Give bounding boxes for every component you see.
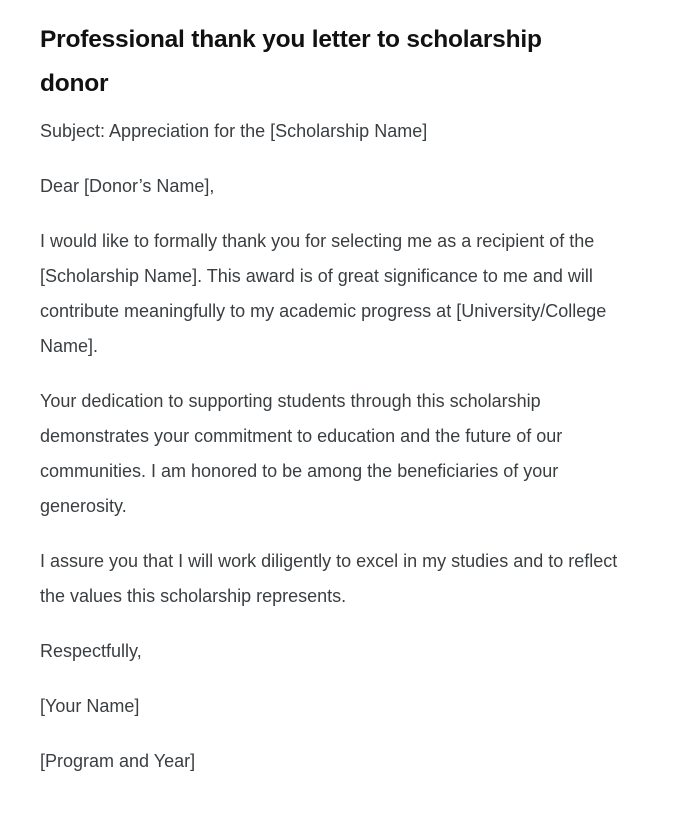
signature-program-placeholder: [Program and Year] [40, 751, 196, 771]
signature-name-placeholder: [Your Name] [40, 696, 140, 716]
body-paragraph-3: I assure you that I will work diligently to excel in my studies and to reflect the values this scholarship represents. [40, 551, 618, 606]
body-paragraph-1: I would like to formally thank you for selecting me as a recipient of the [Scholarship Name]. This award is of great significance to me and will contribute meaningfully to my academic progress at [University/College Name]. [40, 231, 607, 356]
closing-line: Respectfully, [40, 641, 142, 661]
page-title: Professional thank you letter to scholarship donor [40, 26, 542, 97]
salutation-line: Dear [Donor’s Name], [40, 176, 215, 196]
subject-line: Subject: Appreciation for the [Scholarship Name] [40, 121, 428, 141]
body-paragraph-2: Your dedication to supporting students through this scholarship demonstrates your commitment to education and the future of our communities. I am honored to be among the beneficiaries of your generosity. [40, 391, 563, 516]
